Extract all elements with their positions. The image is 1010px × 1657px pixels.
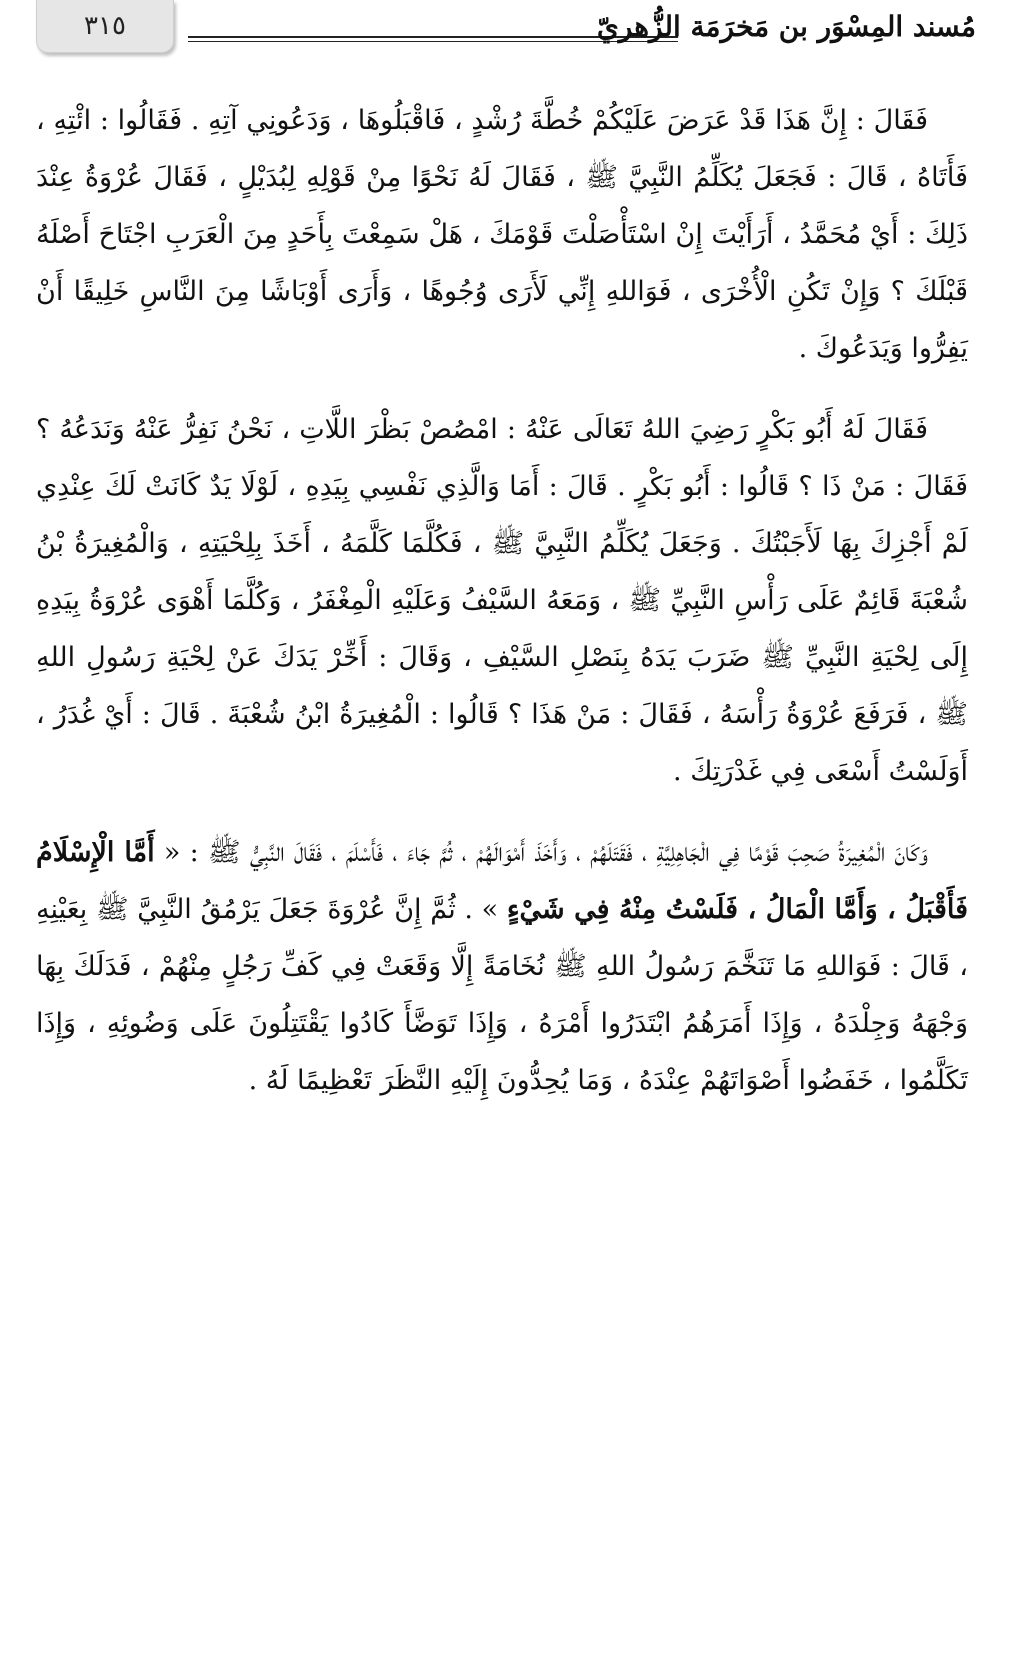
paragraph-3-text-before: وَكَانَ الْمُغِيرَةُ صَحِبَ قَوْمًا فِي الْجَاهِلِيَّةِ ، فَقَتَلَهُمْ ، وَأَخَذَ أَمْوَالَهُمْ ، ثُمَّ جَاءَ ، فَأَسْلَمَ ، فَقَالَ النَّبِيُّ ﷺ : « [154, 837, 928, 868]
body-text [36, 92, 968, 1109]
paragraph-1: فَقَالَ : إِنَّ هَذَا قَدْ عَرَضَ عَلَيْكُمْ خُطَّةَ رُشْدٍ ، فَاقْبَلُوهَا ، وَدَعُونِي آتِهِ . فَقَالُوا : ائْتِهِ ، فَأَتَاهُ ، قَالَ : فَجَعَلَ يُكَلِّمُ النَّبِيَّ ﷺ ، فَقَالَ لَهُ نَحْوًا مِنْ قَوْلِهِ لِبُدَيْلٍ ، فَقَالَ عُرْوَةُ عِنْدَ ذَلِكَ : أَيْ مُحَمَّدُ ، أَرَأَيْتَ إِنْ اسْتَأْصَلْتَ قَوْمَكَ ، هَلْ سَمِعْتَ بِأَحَدٍ مِنَ الْعَرَبِ اجْتَاحَ أَصْلَهُ قَبْلَكَ ؟ وَإِنْ تَكُنِ الْأُخْرَى ، فَوَاللهِ إِنِّي لَأَرَى وُجُوهًا ، وَأَرَى أَوْبَاشًا مِنَ النَّاسِ خَلِيقًا أَنْ يَفِرُّوا وَيَدَعُوكَ . [36, 105, 968, 364]
page-number: ٣١٥ [84, 11, 126, 41]
hadith-quote: أَمَّا الْإِسْلَامُ فَأَقْبَلُ ، وَأَمَّا الْمَالُ ، فَلَسْتُ مِنْهُ فِي شَيْءٍ [36, 837, 968, 925]
page-number-tab [36, 0, 174, 53]
paragraph-3 [36, 824, 968, 1109]
paragraph-3-text-after: » . ثُمَّ إِنَّ عُرْوَةَ جَعَلَ يَرْمُقُ النَّبِيَّ ﷺ بِعَيْنِهِ ، قَالَ : فَوَاللهِ مَا تَنَخَّمَ رَسُولُ اللهِ ﷺ نُخَامَةً إِلَّا وَقَعَتْ فِي كَفِّ رَجُلٍ مِنْهُمْ ، فَدَلَكَ بِهَا وَجْهَهُ وَجِلْدَهُ ، وَإِذَا أَمَرَهُمُ ابْتَدَرُوا أَمْرَهُ ، وَإِذَا تَوَضَّأَ كَادُوا يَقْتَتِلُونَ عَلَى وَضُوئِهِ ، وَإِذَا تَكَلَّمُوا ، خَفَضُوا أَصْوَاتَهُمْ عِنْدَهُ ، وَمَا يُحِدُّونَ إِلَيْهِ النَّظَرَ تَعْظِيمًا لَهُ . [36, 894, 968, 1096]
page-header [36, 0, 976, 60]
running-title: مُسند المِسْوَر بن مَخرَمَة الزُّهريّ [596, 10, 976, 43]
paragraph-2: فَقَالَ لَهُ أَبُو بَكْرٍ رَضِيَ اللهُ تَعَالَى عَنْهُ : امْصُصْ بَظْرَ اللَّاتِ ، نَحْنُ نَفِرُّ عَنْهُ وَنَدَعُهُ ؟ فَقَالَ : مَنْ ذَا ؟ قَالُوا : أَبُو بَكْرٍ . قَالَ : أَمَا وَالَّذِي نَفْسِي بِيَدِهِ ، لَوْلَا يَدٌ كَانَتْ لَكَ عِنْدِي لَمْ أَجْزِكَ بِهَا لَأَجَبْتُكَ . وَجَعَلَ يُكَلِّمُ النَّبِيَّ ﷺ ، فَكُلَّمَا كَلَّمَهُ ، أَخَذَ بِلِحْيَتِهِ ، وَالْمُغِيرَةُ بْنُ شُعْبَةَ قَائِمٌ عَلَى رَأْسِ النَّبِيِّ ﷺ ، وَمَعَهُ السَّيْفُ وَعَلَيْهِ الْمِغْفَرُ ، وَكُلَّمَا أَهْوَى عُرْوَةُ بِيَدِهِ إِلَى لِحْيَةِ النَّبِيِّ ﷺ ضَرَبَ يَدَهُ بِنَصْلِ السَّيْفِ ، وَقَالَ : أَخِّرْ يَدَكَ عَنْ لِحْيَةِ رَسُولِ اللهِ ﷺ ، فَرَفَعَ عُرْوَةُ رَأْسَهُ ، فَقَالَ : مَنْ هَذَا ؟ قَالُوا : الْمُغِيرَةُ ابْنُ شُعْبَةَ . قَالَ : أَيْ غُدَرُ ، أَوَلَسْتُ أَسْعَى فِي غَدْرَتِكَ . [36, 414, 968, 787]
